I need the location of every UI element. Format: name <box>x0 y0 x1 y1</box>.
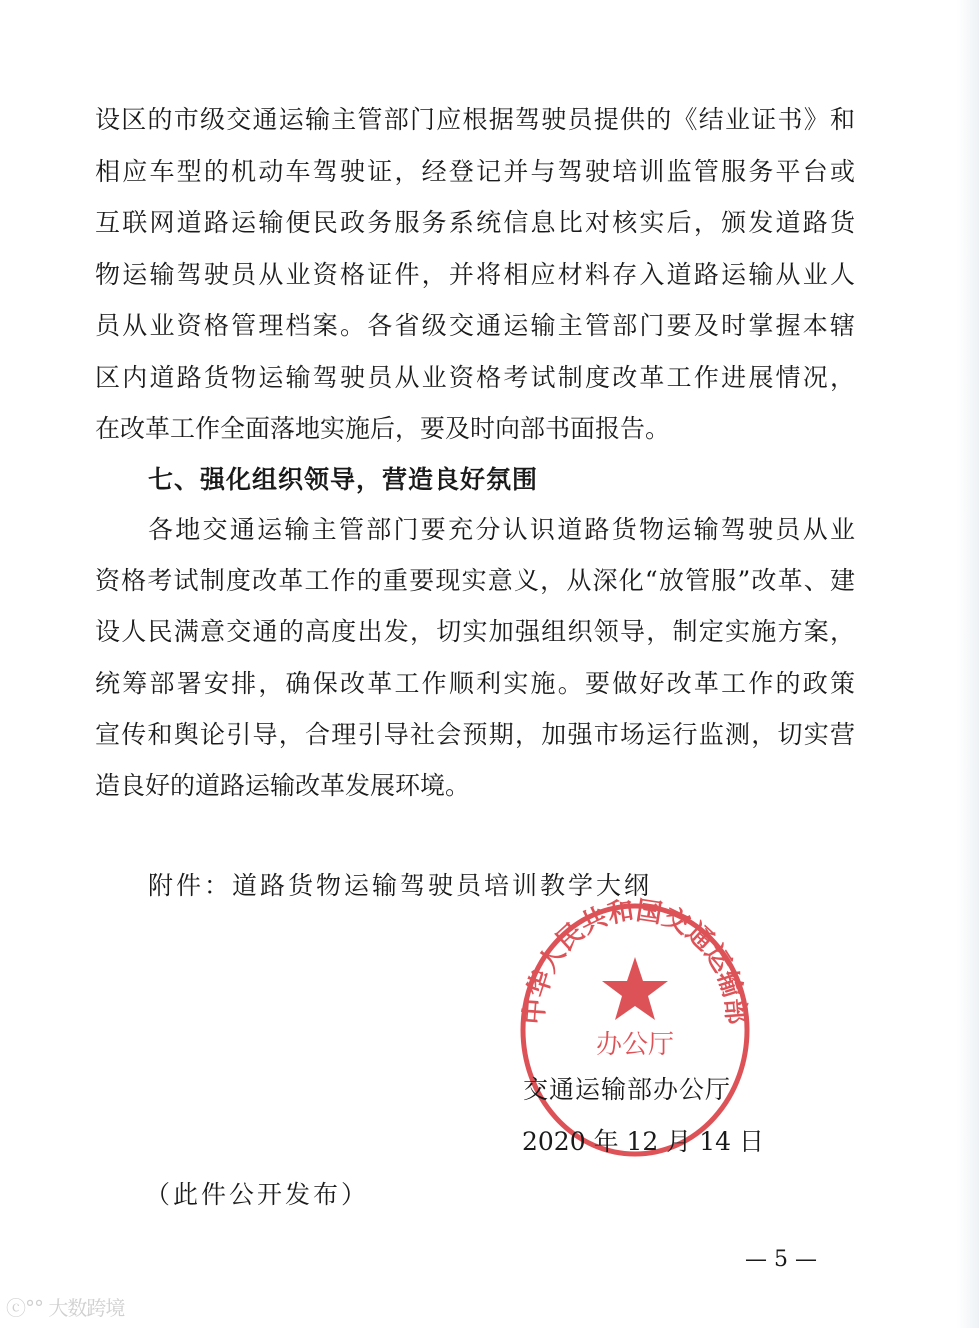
text-line: 物运输驾驶员从业资格证件，并将相应材料存入道路运输从业人 <box>95 259 855 289</box>
text-line: 互联网道路运输便民政务服务系统信息比对核实后，颁发道路货 <box>95 208 855 237</box>
page-number: — 5 — <box>745 1247 817 1272</box>
seal-outer-text: 中华人民共和国交通运输部 <box>519 895 751 1026</box>
watermark-logo-icon: ⓒ°° <box>6 1296 49 1320</box>
signature-org: 交通运输部办公厅 <box>523 1075 732 1104</box>
attachment-line: 附件：道路货物运输驾驶员培训教学大纲 <box>148 871 653 900</box>
scan-edge <box>957 0 979 1328</box>
text-line: 宣传和舆论引导，合理引导社会预期，加强市场运行监测，切实营 <box>95 719 855 749</box>
section-heading: 七、强化组织领导，营造良好氛围 <box>148 465 539 494</box>
signature-date: 2020 年 12 月 14 日 <box>522 1127 764 1156</box>
watermark-text: 大数跨境 <box>48 1296 125 1320</box>
star-icon <box>602 957 668 1020</box>
text-line: 区内道路货物运输驾驶员从业资格考试制度改革工作进展情况， <box>95 362 855 392</box>
text-line: 在改革工作全面落地实施后，要及时向部书面报告。 <box>95 414 671 443</box>
text-line: 统筹部署安排，确保改革工作顺利实施。要做好改革工作的政策 <box>95 668 855 698</box>
text-line: 设人民满意交通的高度出发，切实加强组织领导，制定实施方案， <box>95 617 855 647</box>
text-line: 相应车型的机动车驾驶证，经登记并与驾驶培训监管服务平台或 <box>95 156 855 186</box>
text-line: 各地交通运输主管部门要充分认识道路货物运输驾驶员从业 <box>148 515 855 544</box>
publication-note: （此件公开发布） <box>145 1180 370 1209</box>
text-line: 资格考试制度改革工作的重要现实意义，从深化“放管服”改革、建 <box>95 566 855 596</box>
text-line: 造良好的道路运输改革发展环境。 <box>95 771 471 800</box>
text-line: 设区的市级交通运输主管部门应根据驾驶员提供的《结业证书》和 <box>95 105 855 134</box>
watermark <box>6 1292 124 1321</box>
seal-inner-text: 办公厅 <box>595 1030 675 1060</box>
text-line: 员从业资格管理档案。各省级交通运输主管部门要及时掌握本辖 <box>95 311 855 340</box>
